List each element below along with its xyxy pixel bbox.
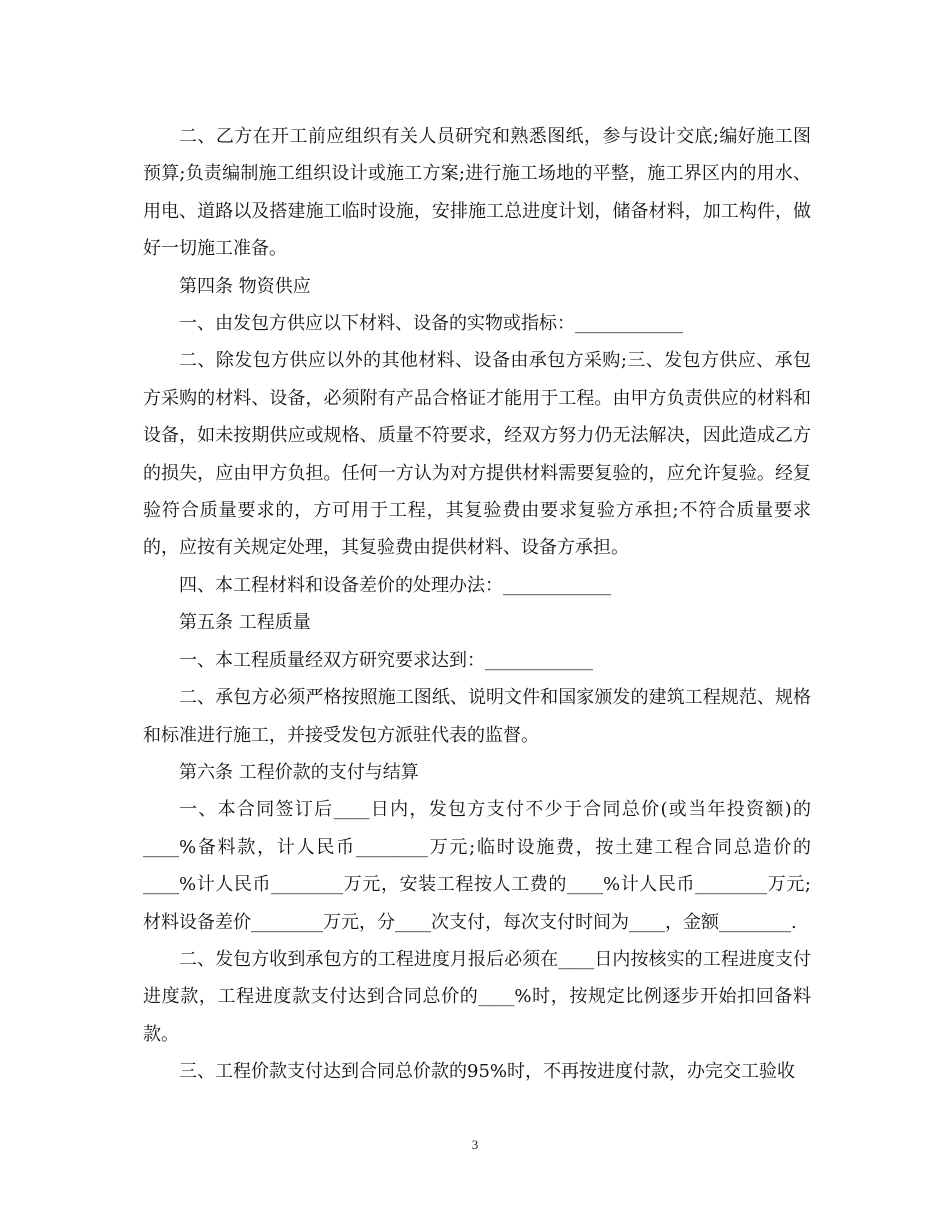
page-number: 3 xyxy=(471,1137,479,1152)
paragraph-party-b-preparation: 二、乙方在开工前应组织有关人员研究和熟悉图纸，参与设计交底;编好施工图预算;负责编制施工组织设计或施工方案;进行施工场地的平整，施工界区内的用水、用电、道路以及搭建施工临时设施，安排施工总进度计划，储备材料，加工构件，做好一切施工准备。 xyxy=(143,126,811,260)
paragraph-advance-payment: 一、本合同签订后____日内，发包方支付不少于合同总价(或当年投资额)的____%备料款，计人民币________万元;临时设施费，按土建工程合同总造价的____%计人民币________万元，安装工程按人工费的____%计人民币________万元;材料设备差价________万元，分____次支付，每次支付时间为____，金额________. xyxy=(143,799,811,933)
paragraph-material-procurement: 二、除发包方供应以外的其他材料、设备由承包方采购;三、发包方供应、承包方采购的材料、设备，必须附有产品合格证才能用于工程。由甲方负责供应的材料和设备，如未按期供应或规格、质量不符要求，经双方努力仍无法解决，因此造成乙方的损失，应由甲方负担。任何一方认为对方提供材料需要复验的，应允许复验。经复验符合质量要求的，方可用于工程，其复验费由要求复验方承担;不符合质量要求的，应按有关规定处理，其复验费由提供材料、设备方承担。 xyxy=(143,350,811,559)
paragraph-quality-standard: 一、本工程质量经双方研究要求达到：____________ xyxy=(179,649,593,671)
heading-article-5: 第五条 工程质量 xyxy=(179,612,311,634)
paragraph-construction-compliance: 二、承包方必须严格按照施工图纸、说明文件和国家颁发的建筑工程规范、规格和标准进行施工，并接受发包方派驻代表的监督。 xyxy=(143,687,811,746)
heading-article-4: 第四条 物资供应 xyxy=(179,275,311,297)
document-body xyxy=(143,118,811,1091)
heading-article-6: 第六条 工程价款的支付与结算 xyxy=(179,761,419,783)
paragraph-final-payment: 三、工程价款支付达到合同总价款的95%时，不再按进度付款，办完交工验收 xyxy=(179,1061,796,1083)
paragraph-price-difference: 四、本工程材料和设备差价的处理办法：____________ xyxy=(179,574,611,596)
paragraph-progress-payment: 二、发包方收到承包方的工程进度月报后必须在____日内按核实的工程进度支付进度款，工程进度款支付达到合同总价的____%时，按规定比例逐步开始扣回备料款。 xyxy=(143,948,811,1045)
paragraph-supply-by-employer: 一、由发包方供应以下材料、设备的实物或指标：____________ xyxy=(179,313,683,335)
